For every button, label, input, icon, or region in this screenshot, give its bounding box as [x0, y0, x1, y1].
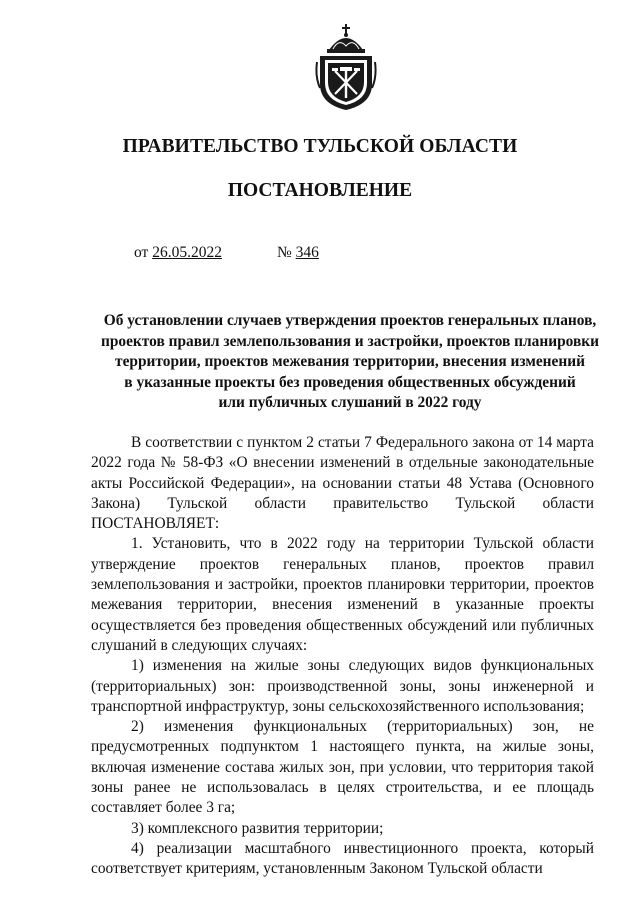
subject-line: территории, проектов межевания территории, внесения изменений [115, 353, 585, 370]
subclause-2-paragraph: 2) изменения функциональных (территориальных) зон, не предусмотренных подпунктом 1 настоящего пункта, на жилые зоны, включая изменение состава жилых зон, при условии, что территория такой зоны ранее не использовалась в целях строительства, и ее площадь составляет более 3 га; [91, 718, 594, 817]
document-body [91, 433, 594, 880]
preamble-paragraph: В соответствии с пунктом 2 статьи 7 Федерального закона от 14 марта 2022 года № 58-ФЗ «О внесении изменений в отдельные законодательные акты Российской Федерации», на основании статьи 48 Устава (Основного Закона) Тульской области правительство Тульской области ПОСТАНОВЛЯЕТ: [91, 434, 594, 533]
subject-line: Об установлении случаев утверждения проектов генеральных планов, [103, 312, 597, 329]
subject-line: в указанные проекты без проведения общественных обсуждений [124, 373, 576, 391]
tula-coat-of-arms-icon [315, 22, 377, 112]
document-subject [96, 311, 604, 414]
document-type-title: ПОСТАНОВЛЕНИЕ [227, 180, 413, 201]
clause-1-paragraph: 1. Установить, что в 2022 году на территории Тульской области утверждение проектов генеральных планов, проектов правил землепользования и застройки, проектов планировки территории, проектов межевания территории, внесения изменений в указанные проекты осуществляется без проведения общественных обсуждений или публичных слушаний в следующих случаях: [91, 535, 594, 654]
subclause-4-paragraph: 4) реализации масштабного инвестиционного проекта, который соответствует критериям, установленным Законом Тульской области [91, 839, 594, 878]
government-title: ПРАВИТЕЛЬСТВО ТУЛЬСКОЙ ОБЛАСТИ [122, 136, 518, 157]
number-value: 346 [295, 244, 319, 261]
subclause-3-paragraph: 3) комплексного развития территории; [131, 819, 384, 837]
date-value: 26.05.2022 [152, 244, 222, 261]
document-date [134, 244, 222, 262]
date-prefix: от [134, 244, 149, 261]
document-number [277, 244, 319, 262]
subject-line: проектов правил землепользования и застройки, проектов планировки [100, 332, 600, 350]
number-prefix: № [277, 244, 292, 261]
subject-line: или публичных слушаний в 2022 году [218, 394, 482, 411]
subclause-1-paragraph: 1) изменения на жилые зоны следующих видов функциональных (территориальных) зон: производственной зоны, зоны инженерной и транспортной инфраструктур, зоны сельскохозяйственного использования; [91, 657, 594, 715]
